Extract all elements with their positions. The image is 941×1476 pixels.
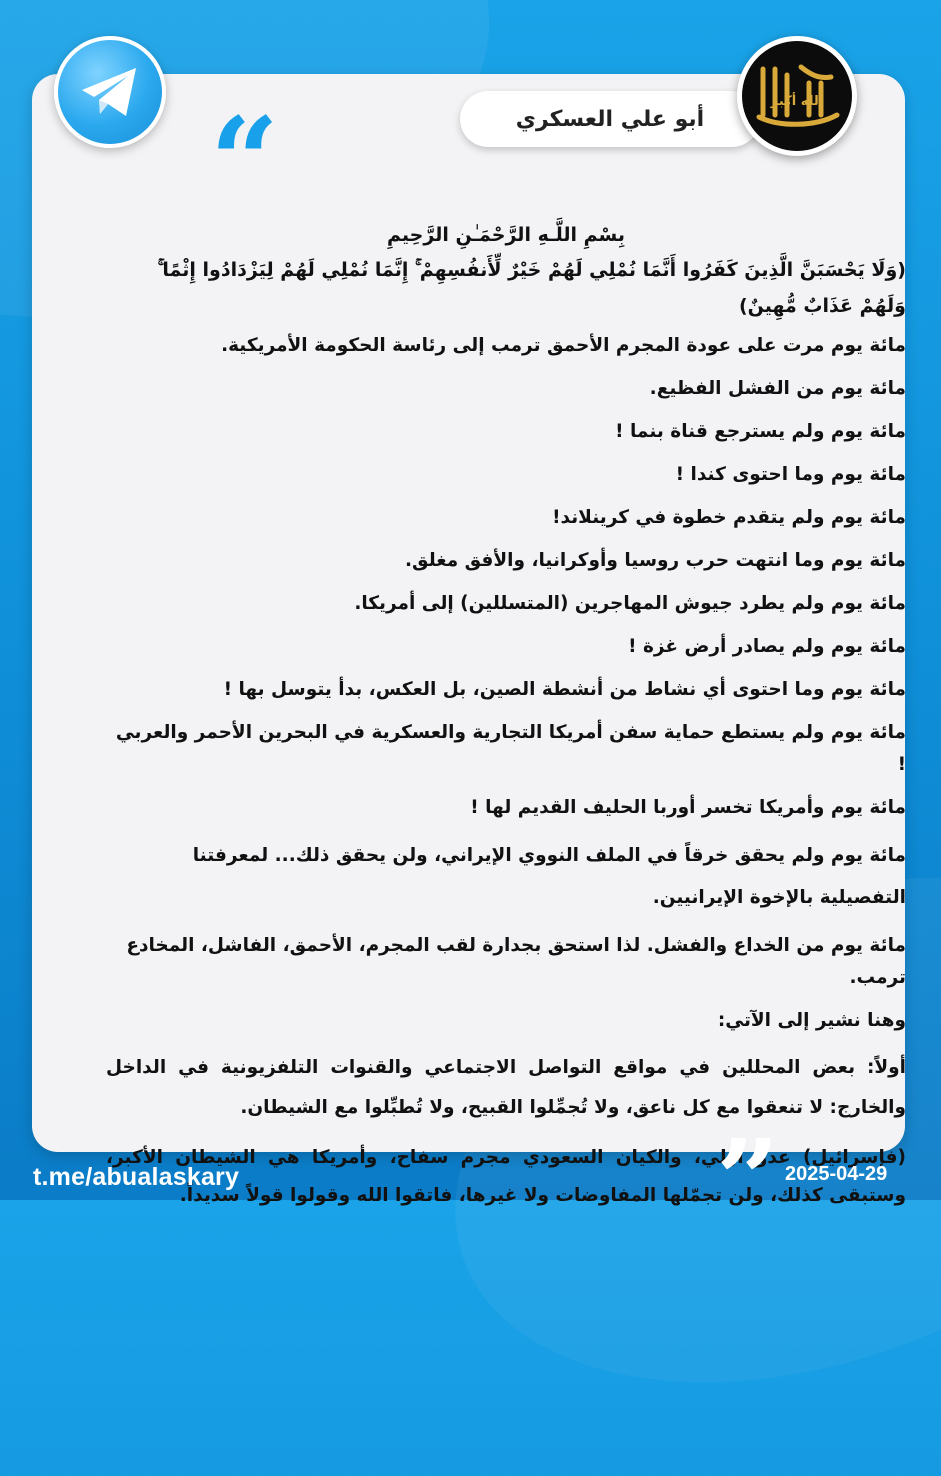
takbir-logo xyxy=(737,36,857,156)
paragraph: مائة يوم من الخداع والفشل. لذا استحق بجدارة لقب المجرم، الأحمق، الفاشل، المخادع ترمب. xyxy=(126,935,906,988)
paragraph: مائة يوم من الفشل الفظيع. xyxy=(649,378,906,399)
paragraph: مائة يوم ولم يسترجع قناة بنما ! xyxy=(615,421,906,442)
paragraph: مائة يوم وما انتهت حرب روسيا وأوكرانيا، والأفق مغلق. xyxy=(405,550,906,571)
paragraph: مائة يوم مرت على عودة المجرم الأحمق ترمب إلى رئاسة الحكومة الأمريكية. xyxy=(221,335,906,356)
quran-verse: (وَلَا يَحْسَبَنَّ الَّذِينَ كَفَرُوا أَنَّمَا نُمْلِي لَهُمْ خَيْرٌ لِّأَنفُسِهِمْ ۚ إِنَّمَا نُمْلِي لَهُمْ لِيَزْدَادُوا إِثْمًا ۚ وَلَهُمْ عَذَابٌ مُّهِينٌ) xyxy=(157,259,906,317)
post-content xyxy=(106,222,906,1226)
paragraph: مائة يوم ولم يتقدم خطوة في كرينلاند! xyxy=(552,507,906,528)
paragraph: وهنا نشير إلى الآتي: xyxy=(717,1010,906,1031)
author-name-badge: أبو علي العسكري xyxy=(460,91,760,147)
paragraph: أولاً: بعض المحللين في مواقع التواصل الاجتماعي والقنوات التلفزيونية في الداخل والخارج: لا تنعقوا مع كل ناعق، ولا تُجمِّلوا القبيح، ولا تُطبِّلوا مع الشيطان. xyxy=(106,1057,906,1118)
telegram-icon xyxy=(78,64,142,120)
paragraph: مائة يوم وما احتوى كندا ! xyxy=(675,464,906,485)
open-quote-icon: “ xyxy=(210,91,280,232)
paragraph: مائة يوم ولم يحقق خرقاً في الملف النووي الإيراني، ولن يحقق ذلك... لمعرفتنا التفصيلية بالإخوة الإيرانيين. xyxy=(192,845,906,908)
paragraph: (فإسرائيل) عدو أزلي، والكيان السعودي مجرم سفاح، وأمريكا هي الشيطان الأكبر، وستبقى كذلك، ولن تجمّلها المفاوضات ولا غيرها، فاتقوا الله وقولوا قولاً سديداً. xyxy=(106,1147,906,1206)
basmala: بِسْمِ اللَّـهِ الرَّحْمَـٰنِ الرَّحِيمِ xyxy=(387,224,625,246)
channel-link[interactable]: t.me/abualaskary xyxy=(33,1163,240,1191)
paragraph: مائة يوم وما احتوى أي نشاط من أنشطة الصين، بل العكس، بدأ يتوسل بها ! xyxy=(223,679,906,700)
svg-text:الله أكبر: الله أكبر xyxy=(770,94,824,109)
paragraph: مائة يوم ولم يستطع حماية سفن أمريكا التجارية والعسكرية في البحرين الأحمر والعربي ! xyxy=(115,722,906,775)
paragraph: مائة يوم وأمريكا تخسر أوربا الحليف القديم لها ! xyxy=(470,797,906,818)
close-quote-icon: ” xyxy=(716,1115,780,1244)
post-date: 2025-04-29 xyxy=(785,1163,888,1185)
paragraph: مائة يوم ولم يطرد جيوش المهاجرين (المتسللين) إلى أمريكا. xyxy=(354,593,906,614)
calligraphy-logo-icon xyxy=(749,61,845,131)
paragraph: مائة يوم ولم يصادر أرض غزة ! xyxy=(628,636,906,657)
telegram-logo xyxy=(54,36,166,148)
